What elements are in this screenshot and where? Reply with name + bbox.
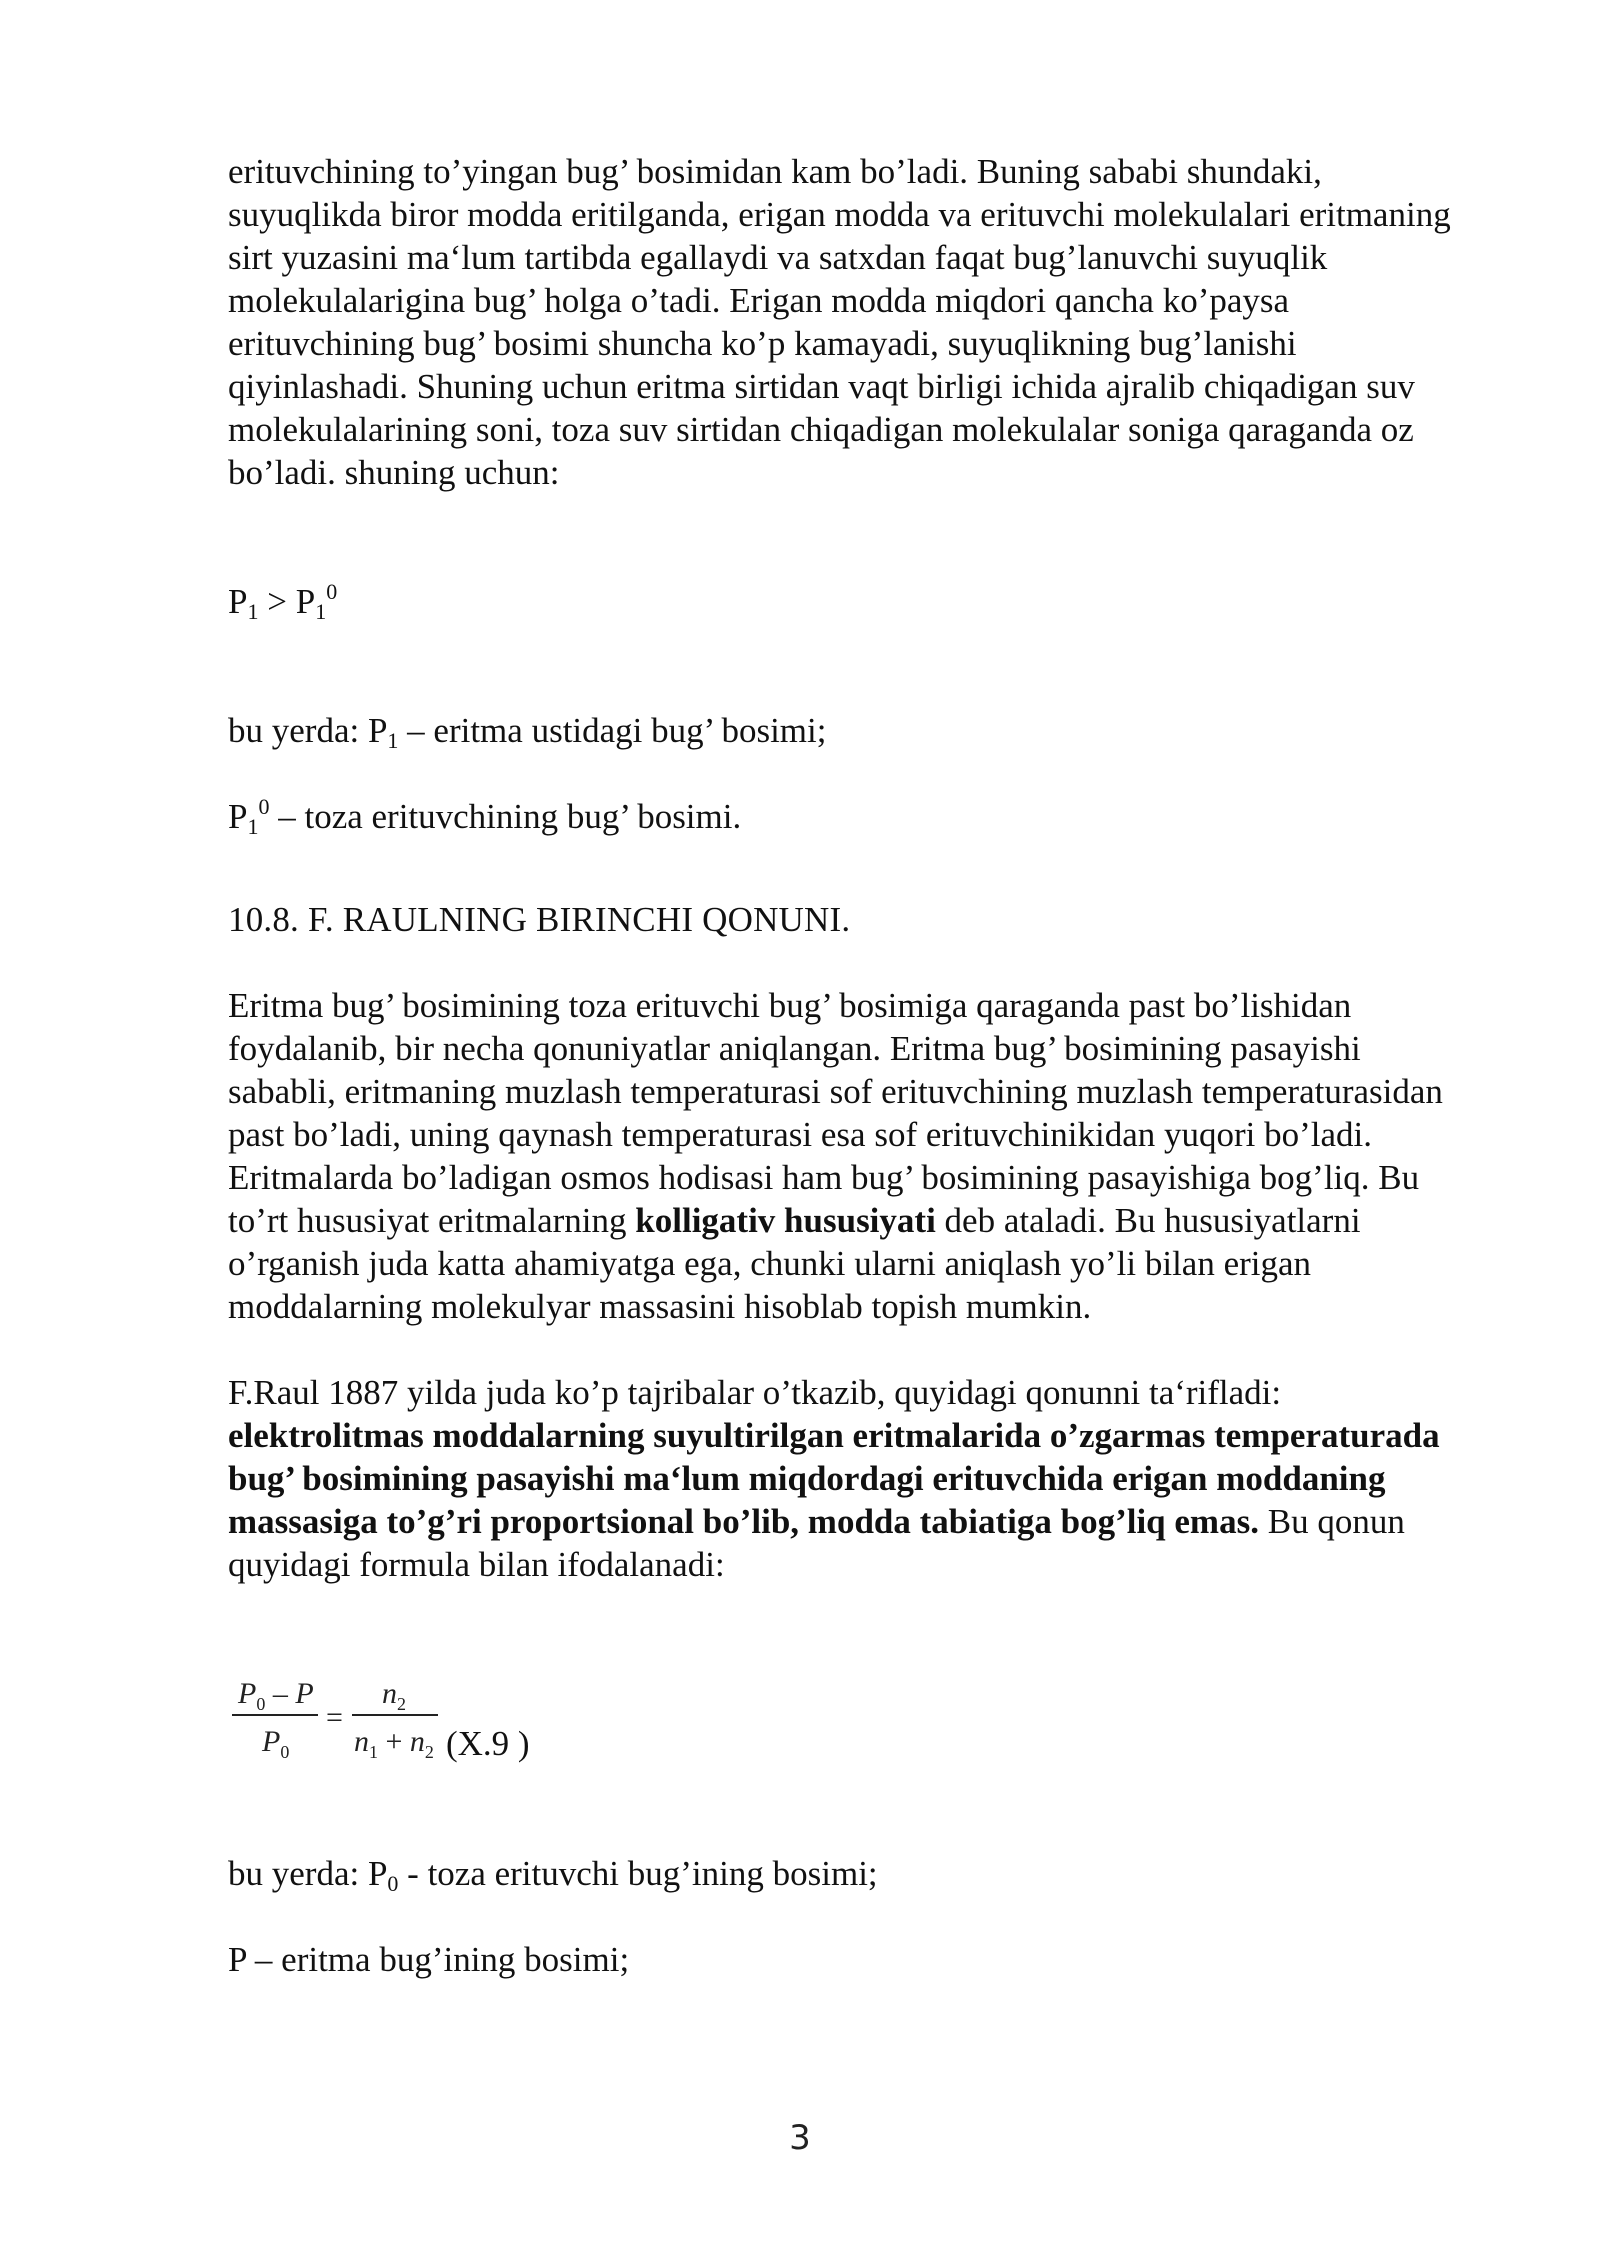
formula-label: (X.9 ): [446, 1724, 530, 1763]
formula-rhs-den-b-sub: 2: [424, 1742, 434, 1762]
paragraph-raoult-text-after: Bu qonun quyidagi formula bilan ifodalanadi:: [228, 1502, 1405, 1584]
formula-lhs-num-a: P: [238, 1677, 257, 1710]
formula-lhs-denominator: [262, 1720, 289, 1767]
paragraph-vapor-pressure: erituvchining to’yingan bug’ bosimidan kam bo’ladi. Buning sababi shundaki, suyuqlikda biror modda eritilganda, erigan modda va erituvchi molekulalari eritmaning sirt yuzasini ma‘lum tartibda egallaydi va satxdan faqat bug’lanuvchi suyuqlik molekulalarigina bug’ holga o’tadi. Erigan modda miqdori qancha ko’paysa erituvchining bug’ bosimi shuncha ko’p kamayadi, suyuqlikning bug’lanishi qiyinlashadi. Shuning uchun eritma sirtidan vaqt birligi ichida ajralib chiqadigan suv molekulalarining soni, toza suv sirtidan chiqadigan molekulalar soniga qaraganda oz bo’ladi. shuning uchun:: [228, 152, 1451, 492]
inequality-left: P: [228, 582, 248, 621]
definition-p1-sub: 1: [387, 728, 399, 753]
document-page: [228, 150, 1468, 1981]
definition-p10-sup: 0: [258, 794, 270, 819]
definition-p1: [228, 709, 1468, 752]
formula-lhs-den: P: [262, 1725, 281, 1758]
paragraph-raoult-text: F.Raul 1887 yilda juda ko’p tajribalar o’tkazib, quyidagi qonunni ta‘rifladi:: [228, 1373, 1282, 1412]
inequality-right: P: [295, 582, 316, 621]
definition-p: P – eritma bug’ining bosimi;: [228, 1940, 630, 1979]
paragraph-colligative: [228, 984, 1468, 1328]
definition-p10-prefix: P: [228, 797, 248, 836]
paragraph-raoult-law: [228, 1371, 1468, 1586]
formula-lhs-num-b: P: [295, 1677, 314, 1710]
formula-lhs-bar: [232, 1714, 318, 1716]
formula-x9: [228, 1672, 1468, 1792]
definition-p0-prefix: bu yerda: P: [228, 1854, 388, 1893]
section-heading: 10.8. F. RAULNING BIRINCHI QONUNI.: [228, 900, 851, 939]
inequality-right-sub: 1: [315, 599, 327, 624]
page-number: 3: [789, 2118, 811, 2158]
definition-p1-text: – eritma ustidagi bug’ bosimi;: [398, 711, 827, 750]
inequality-op: >: [258, 582, 296, 621]
formula-rhs-den-b: n: [409, 1725, 425, 1758]
paragraph-colligative-bold: kolligativ hususiyati: [635, 1201, 936, 1240]
formula-rhs-den-a-sub: 1: [369, 1742, 378, 1762]
formula-rhs-denominator: [354, 1720, 434, 1767]
paragraph-colligative-text-after: deb ataladi. Bu hususiyatlarni o’rganish juda katta ahamiyatga ega, chunki ularni aniqlash yo’li bilan erigan moddalarning molekulyar massasini hisoblab topish mumkin.: [228, 1201, 1361, 1326]
inequality-line: [228, 580, 1468, 623]
formula-lhs-fraction: [232, 1672, 322, 1762]
definition-p10-text: – toza erituvchining bug’ bosimi.: [269, 797, 742, 836]
definition-p0-text: - toza erituvchi bug’ining bosimi;: [398, 1854, 878, 1893]
formula-lhs-numerator: [238, 1672, 314, 1719]
formula-rhs-numerator: [382, 1672, 406, 1719]
formula-rhs-den-a: n: [354, 1725, 369, 1758]
formula-lhs-num-op: –: [265, 1677, 296, 1710]
definition-p10: [228, 795, 1468, 838]
formula-rhs-num-sub: 2: [397, 1694, 406, 1714]
formula-lhs-den-sub: 0: [280, 1742, 290, 1762]
definition-p0-sub: 0: [387, 1871, 399, 1896]
formula-equals: =: [326, 1701, 343, 1734]
formula-rhs-fraction: [352, 1672, 442, 1762]
paragraph-raoult-bold: elektrolitmas moddalarning suyultirilgan eritmalarida o’zgarmas temperaturada bug’ bosimining pasayishi ma‘lum miqdordagi erituvchida erigan moddaning massasiga to’g’ri proportsional bo’lib, modda tabiatiga bog’liq emas.: [228, 1416, 1440, 1541]
formula-rhs-den-op: +: [378, 1725, 410, 1758]
inequality-right-sup: 0: [326, 579, 338, 604]
definition-p10-sub: 1: [247, 814, 259, 839]
formula-rhs-num: n: [382, 1677, 397, 1710]
definition-p1-prefix: bu yerda: P: [228, 711, 388, 750]
inequality-left-sub: 1: [247, 599, 259, 624]
definition-p0: [228, 1852, 1468, 1895]
paragraph-colligative-text: Eritma bug’ bosimining toza erituvchi bug’ bosimiga qaraganda past bo’lishidan foydalanib, bir necha qonuniyatlar aniqlangan. Eritma bug’ bosimining pasayishi sababli, eritmaning muzlash temperaturasi sof erituvchining muzlash temperaturasidan past bo’ladi, uning qaynash temperaturasi esa sof erituvchinikidan yuqori bo’ladi. Eritmalarda bo’ladigan osmos hodisasi ham bug’ bosimining pasayishiga bog’liq. Bu to’rt hususiyat eritmalarning: [228, 986, 1443, 1240]
formula-rhs-bar: [352, 1714, 438, 1716]
formula-lhs-num-a-sub: 0: [256, 1694, 266, 1714]
